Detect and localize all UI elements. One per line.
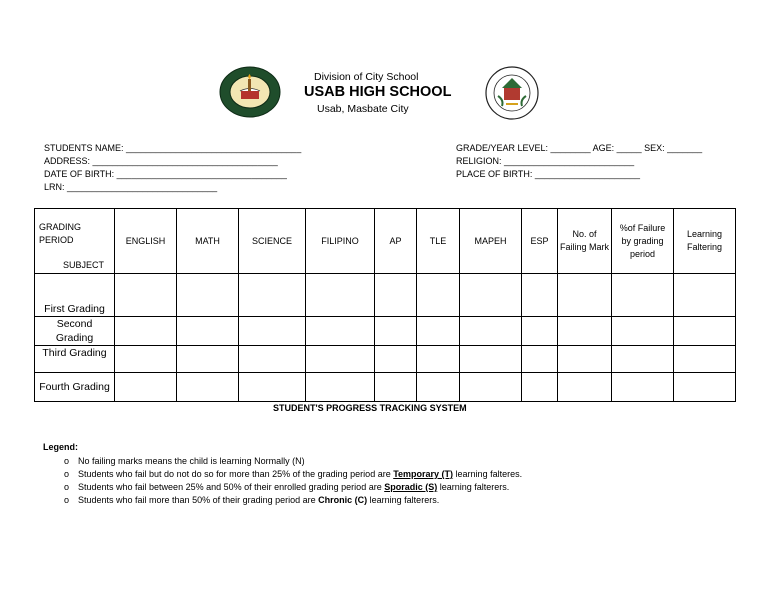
column-header-english: ENGLISH bbox=[115, 209, 177, 274]
legend-item-text: learning falterers. bbox=[367, 495, 440, 505]
table-cell[interactable] bbox=[612, 317, 674, 346]
column-header-math: MATH bbox=[177, 209, 239, 274]
corner-header-top: GRADING PERIOD bbox=[39, 222, 82, 245]
table-header-row bbox=[35, 209, 736, 274]
bullet-icon: o bbox=[64, 482, 70, 492]
row-label-second-grading: Second Grading bbox=[35, 317, 115, 346]
table-cell[interactable] bbox=[558, 274, 612, 317]
legend-key-temporary: Temporary (T) bbox=[393, 469, 454, 479]
school-name: USAB HIGH SCHOOL bbox=[304, 84, 452, 100]
table-cell[interactable] bbox=[522, 373, 558, 402]
table-cell[interactable] bbox=[460, 373, 522, 402]
table-cell[interactable] bbox=[239, 274, 306, 317]
table-cell[interactable] bbox=[306, 373, 375, 402]
table-cell[interactable] bbox=[612, 373, 674, 402]
table-cell[interactable] bbox=[460, 317, 522, 346]
field-grade-age-sex: GRADE/YEAR LEVEL: ________ AGE: _____ SEX: _______ bbox=[456, 143, 703, 153]
field-place-of-birth: PLACE OF BIRTH: _____________________ bbox=[456, 169, 640, 179]
legend-item-text: learning falteres. bbox=[453, 469, 523, 479]
table-cell[interactable] bbox=[522, 346, 558, 373]
table-cell[interactable] bbox=[417, 274, 460, 317]
bullet-icon: o bbox=[64, 456, 70, 466]
table-cell[interactable] bbox=[177, 346, 239, 373]
column-header-science: SCIENCE bbox=[239, 209, 306, 274]
table-cell[interactable] bbox=[177, 373, 239, 402]
table-cell[interactable] bbox=[177, 274, 239, 317]
field-lrn: LRN: ______________________________ bbox=[44, 182, 218, 192]
field-student-name: STUDENTS NAME: ___________________________________ bbox=[44, 143, 302, 153]
table-cell[interactable] bbox=[115, 274, 177, 317]
legend-item-text: learning falterers. bbox=[437, 482, 510, 492]
table-cell[interactable] bbox=[417, 317, 460, 346]
table-cell[interactable] bbox=[306, 274, 375, 317]
row-label-third-grading: Third Grading bbox=[35, 346, 115, 373]
school-location: Usab, Masbate City bbox=[317, 103, 409, 115]
row-label-first-grading: First Grading bbox=[35, 274, 115, 317]
row-label-fourth-grading: Fourth Grading bbox=[35, 373, 115, 402]
column-header-mapeh: MAPEH bbox=[460, 209, 522, 274]
table-cell[interactable] bbox=[674, 317, 736, 346]
column-header-ap: AP bbox=[375, 209, 417, 274]
table-row bbox=[35, 274, 736, 317]
table-cell[interactable] bbox=[558, 317, 612, 346]
field-date-of-birth: DATE OF BIRTH: __________________________________ bbox=[44, 169, 287, 179]
column-header-tle: TLE bbox=[417, 209, 460, 274]
division-seal-logo bbox=[484, 66, 540, 120]
legend-key-chronic: Chronic (C) bbox=[318, 495, 368, 505]
table-cell[interactable] bbox=[375, 373, 417, 402]
table-cell[interactable] bbox=[306, 317, 375, 346]
legend-item bbox=[64, 469, 522, 479]
table-cell[interactable] bbox=[239, 317, 306, 346]
table-cell[interactable] bbox=[115, 317, 177, 346]
table-cell[interactable] bbox=[674, 274, 736, 317]
legend-item bbox=[64, 482, 509, 492]
table-cell[interactable] bbox=[522, 317, 558, 346]
table-cell[interactable] bbox=[558, 373, 612, 402]
table-cell[interactable] bbox=[239, 346, 306, 373]
table-cell[interactable] bbox=[522, 274, 558, 317]
table-cell[interactable] bbox=[460, 346, 522, 373]
legend-item-text: No failing marks means the child is learning Normally (N) bbox=[78, 456, 305, 466]
field-religion: RELIGION: __________________________ bbox=[456, 156, 635, 166]
table-row bbox=[35, 346, 736, 373]
bullet-icon: o bbox=[64, 469, 70, 479]
table-cell[interactable] bbox=[417, 346, 460, 373]
table-cell[interactable] bbox=[375, 317, 417, 346]
field-address: ADDRESS: _____________________________________ bbox=[44, 156, 278, 166]
table-row bbox=[35, 373, 736, 402]
table-cell[interactable] bbox=[612, 274, 674, 317]
legend-item bbox=[64, 495, 439, 505]
table-cell[interactable] bbox=[375, 274, 417, 317]
column-header-learning-faltering: Learning Faltering bbox=[674, 209, 736, 274]
bullet-icon: o bbox=[64, 495, 70, 505]
table-cell[interactable] bbox=[417, 373, 460, 402]
column-header-failure-percent: %of Failure by grading period bbox=[612, 209, 674, 274]
legend-title: Legend: bbox=[43, 442, 78, 452]
legend-item-text: Students who fail between 25% and 50% of their enrolled grading period are bbox=[78, 482, 385, 492]
table-cell[interactable] bbox=[306, 346, 375, 373]
table-cell[interactable] bbox=[375, 346, 417, 373]
table-cell[interactable] bbox=[558, 346, 612, 373]
table-row bbox=[35, 317, 736, 346]
column-header-filipino: FILIPINO bbox=[306, 209, 375, 274]
legend-key-sporadic: Sporadic (S) bbox=[384, 482, 438, 492]
legend-item-text: Students who fail more than 50% of their grading period are bbox=[78, 495, 319, 505]
table-caption: STUDENT'S PROGRESS TRACKING SYSTEM bbox=[273, 403, 467, 413]
table-cell[interactable] bbox=[115, 346, 177, 373]
legend-item-text: Students who fail but do not do so for more than 25% of the grading period are bbox=[78, 469, 394, 479]
table-cell[interactable] bbox=[239, 373, 306, 402]
corner-header-bottom: SUBJECT bbox=[63, 260, 105, 270]
table-cell[interactable] bbox=[460, 274, 522, 317]
school-seal-logo bbox=[219, 66, 281, 118]
table-cell[interactable] bbox=[115, 373, 177, 402]
table-cell[interactable] bbox=[674, 373, 736, 402]
division-name: Division of City School bbox=[314, 71, 419, 83]
column-header-failing-marks: No. of Failing Mark bbox=[558, 209, 612, 274]
table-cell[interactable] bbox=[612, 346, 674, 373]
grades-table bbox=[34, 208, 736, 402]
table-cell[interactable] bbox=[177, 317, 239, 346]
legend-item bbox=[64, 456, 305, 466]
table-cell[interactable] bbox=[674, 346, 736, 373]
column-header-esp: ESP bbox=[522, 209, 558, 274]
corner-header-cell bbox=[35, 209, 115, 274]
